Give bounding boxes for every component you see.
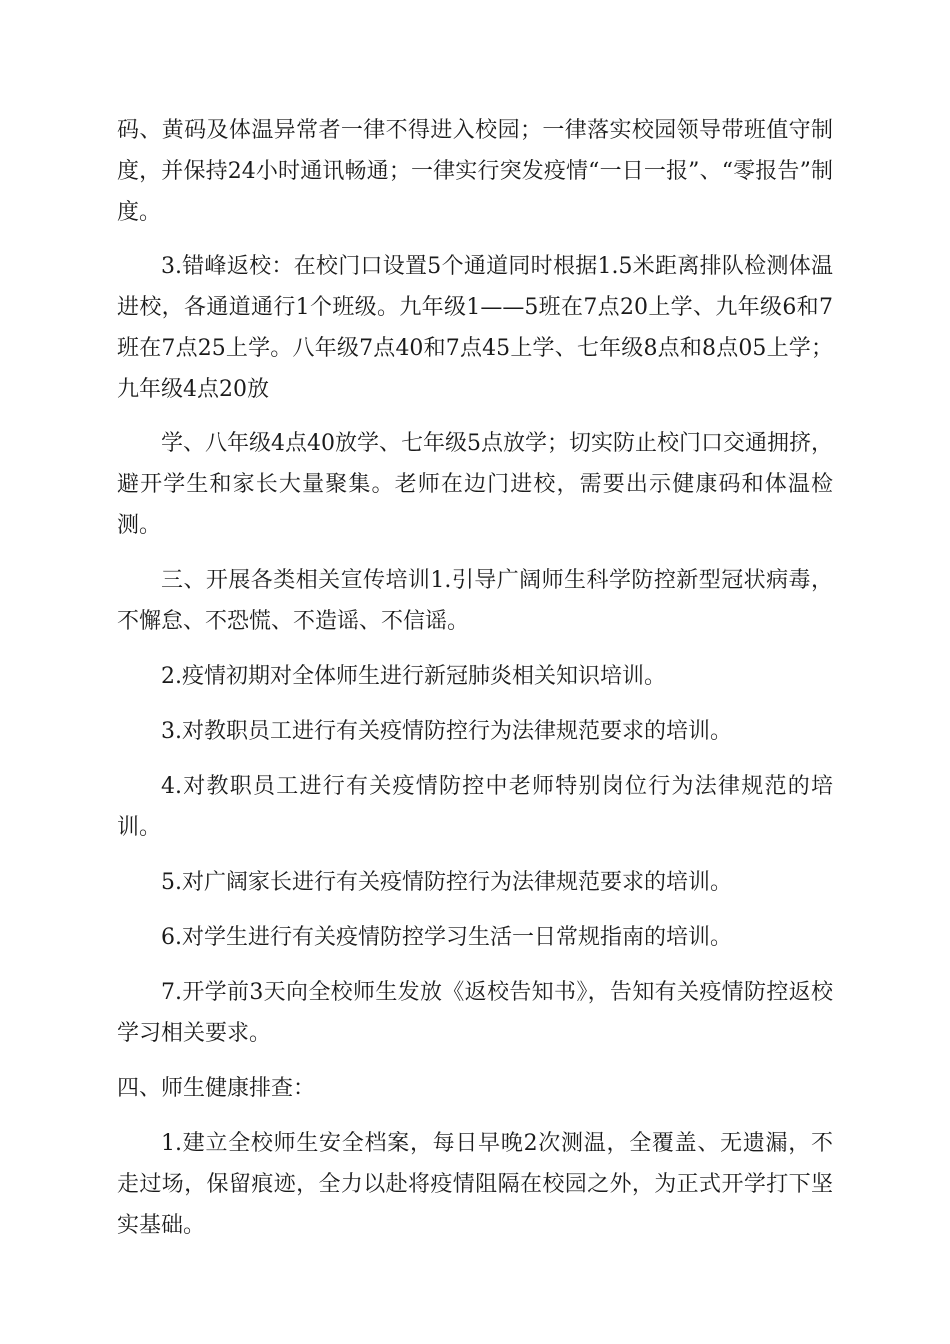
paragraph-training-item-4: 4.对教职员工进行有关疫情防控中老师特别岗位行为法律规范的培训。: [117, 774, 833, 840]
paragraph-staggered-return: 3.错峰返校：在校门口设置5个通道同时根据1.5米距离排队检测体温进校，各通道通行1个班级。九年级1——5班在7点20上学、九年级6和7班在7点25上学。八年级7点40和7点45上学、七年级8点和8点05上学；九年级4点20放: [117, 254, 833, 402]
heading-section-four-health-check: 四、师生健康排查：: [117, 1076, 316, 1101]
paragraph-dismissal-schedule: 学、八年级4点40放学、七年级5点放学；切实防止校门口交通拥挤，避开学生和家长大量聚集。老师在边门进校，需要出示健康码和体温检测。: [117, 431, 833, 538]
paragraph-training-item-6: 6.对学生进行有关疫情防控学习生活一日常规指南的培训。: [161, 925, 732, 950]
paragraph-training-item-2: 2.疫情初期对全体师生进行新冠肺炎相关知识培训。: [161, 664, 666, 689]
paragraph-health-check-item-1: 1.建立全校师生安全档案，每日早晚2次测温，全覆盖、无遗漏，不走过场，保留痕迹，全力以赴将疫情阻隔在校园之外，为正式开学打下坚实基础。: [117, 1131, 833, 1238]
paragraph-training-item-5: 5.对广阔家长进行有关疫情防控行为法律规范要求的培训。: [161, 870, 732, 895]
paragraph-training-item-7: 7.开学前3天向全校师生发放《返校告知书》，告知有关疫情防控返校学习相关要求。: [117, 980, 833, 1046]
paragraph-health-code-rules: 码、黄码及体温异常者一律不得进入校园；一律落实校园领导带班值守制度，并保持24小时通讯畅通；一律实行突发疫情“一日一报”、“零报告”制度。: [117, 118, 833, 225]
paragraph-section-three-training: 三、开展各类相关宣传培训1.引导广阔师生科学防控新型冠状病毒，不懈怠、不恐慌、不造谣、不信谣。: [117, 568, 833, 634]
document-body: [117, 110, 833, 1246]
paragraph-training-item-3: 3.对教职员工进行有关疫情防控行为法律规范要求的培训。: [161, 719, 732, 744]
